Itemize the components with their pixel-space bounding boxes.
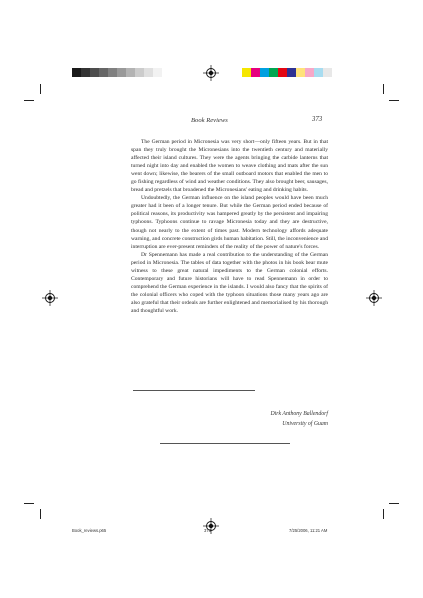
reviewer-signature (228, 409, 328, 429)
color-swatch (296, 68, 305, 77)
color-swatch (81, 68, 90, 77)
reviewer-name: Dirk Anthony Ballendorf (270, 411, 328, 417)
slug-page: 373 (204, 528, 211, 533)
divider (133, 390, 255, 391)
color-swatch (323, 68, 332, 77)
color-swatch (135, 68, 144, 77)
color-swatch (144, 68, 153, 77)
crop-mark (40, 509, 41, 519)
crop-mark (24, 503, 34, 504)
reviewer-affiliation: University of Guam (282, 421, 328, 427)
grayscale-color-bar (72, 68, 162, 77)
color-swatch (117, 68, 126, 77)
color-swatch (314, 68, 323, 77)
crop-mark (383, 84, 384, 94)
crop-mark (389, 503, 399, 504)
color-swatch (287, 68, 296, 77)
color-swatch (305, 68, 314, 77)
color-swatch (153, 68, 162, 77)
registration-mark-icon (203, 65, 219, 81)
paragraph: Undoubtedly, the German influence on the island peoples would have been much greater had it been of a longer tenure. But while the German period ended because of political reasons, its productivity was hampered greatly by the persistent and impairing typhoons. Typhoons continue to ravage Micronesia today and they are destructive, though not nearly to the extent of times past. Modern technology affords adequate warning, and concrete construction girds human habitation. Still, the inconvenience and interruption are ever-present reminders of the reality of the power of nature's forces. (131, 195, 328, 250)
process-color-bar (242, 68, 332, 77)
review-body (131, 138, 328, 315)
registration-mark-icon (42, 290, 58, 306)
color-swatch (269, 68, 278, 77)
color-swatch (251, 68, 260, 77)
paragraph: The German period in Micronesia was very short—only fifteen years. But in that span they truly brought the Micronesians into the twentieth century and materially affected their island cultures. They were the agents bringing the carbide lanterns that turned night into day and enabled the women to weave clothing and mats after the sun went down; likewise, the bearers of the small outboard motors that enabled the men to go fishing regardless of wind and weather conditions. They also brought beer, sausages, bread and pretzels that broadened the Micronesians' eating and drinking habits. (131, 139, 328, 194)
color-swatch (108, 68, 117, 77)
crop-mark (24, 100, 34, 101)
crop-mark (383, 509, 384, 519)
paragraph: Dr Spennemann has made a real contribution to the understanding of the German period in Micronesia. The tables of data together with the photos in his book bear mute witness to these great natural impediments to the German colonial efforts. Contemporary and future historians will have to read Spennemann in order to comprehend the German experience in the islands. I would also fancy that the spirits of the colonial officers who coped with the typhoon situations those many years ago are also grateful that their ordeals are further enlightened and memorialised by his thorough and thoughtful work. (131, 251, 328, 314)
slug-date: 7/25/2006, 11:21 AM (289, 528, 328, 533)
color-swatch (90, 68, 99, 77)
running-head: Book Reviews (191, 117, 228, 124)
color-swatch (126, 68, 135, 77)
color-swatch (99, 68, 108, 77)
divider (160, 443, 290, 444)
crop-mark (389, 100, 399, 101)
slug-filename: Book_reviews.p65 (72, 528, 107, 533)
registration-mark-icon (366, 290, 382, 306)
color-swatch (72, 68, 81, 77)
page-number: 373 (312, 116, 323, 123)
color-swatch (278, 68, 287, 77)
color-swatch (260, 68, 269, 77)
color-swatch (242, 68, 251, 77)
crop-mark (40, 84, 41, 94)
